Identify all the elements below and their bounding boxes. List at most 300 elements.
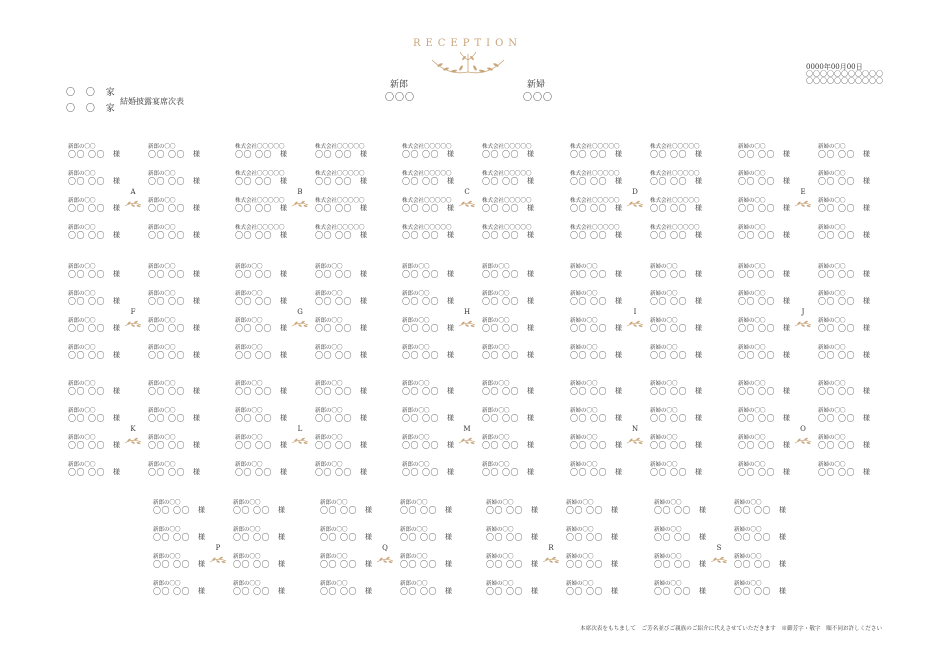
table-marker [620,188,650,218]
guest-relation: 新郎の〇〇 [315,381,343,387]
honorific: 様 [360,150,367,158]
honorific: 様 [193,204,200,212]
honorific: 様 [278,506,285,514]
guest-name: 〇〇 〇〇 [650,204,688,213]
venue-line: 〇〇〇〇〇〇〇〇〇〇〇 [806,77,883,85]
guest-entry [68,169,128,187]
table-marker [620,425,650,455]
guest-relation: 株式会社〇〇〇〇〇 [315,171,365,177]
guest-entry [315,316,375,334]
guest-entry [235,406,295,424]
guest-entry [402,379,462,397]
table-letter: B [297,188,303,196]
honorific: 様 [445,560,452,568]
honorific: 様 [193,441,200,449]
guest-entry [68,379,128,397]
guest-entry [570,406,630,424]
guest-entry [570,289,630,307]
guest-name: 〇〇 〇〇 [315,351,353,360]
honorific: 様 [779,506,786,514]
guest-relation: 新郎の〇〇 [153,500,181,506]
guest-relation: 新郎の〇〇 [235,318,263,324]
guest-name: 〇〇 〇〇 [650,414,688,423]
honorific: 様 [695,150,702,158]
guest-relation: 新郎の〇〇 [148,408,176,414]
honorific: 様 [445,533,452,541]
guest-entry [148,289,208,307]
honorific: 様 [280,351,287,359]
guest-name: 〇〇 〇〇 [738,297,776,306]
table-letter: J [801,308,805,316]
guest-name: 〇〇 〇〇 [486,560,524,569]
honorific: 様 [447,468,454,476]
guest-relation: 株式会社〇〇〇〇〇 [315,198,365,204]
guest-entry [650,343,710,361]
guest-relation: 新婦の〇〇 [570,435,598,441]
guest-name: 〇〇 〇〇 [482,414,520,423]
guest-relation: 新郎の〇〇 [482,381,510,387]
guest-relation: 新婦の〇〇 [818,435,846,441]
honorific: 様 [280,150,287,158]
honorific: 様 [695,468,702,476]
guest-entry [148,142,208,160]
guest-relation: 新婦の〇〇 [738,144,766,150]
guest-entry [233,498,293,516]
honorific: 様 [615,414,622,422]
guest-entry [148,223,208,241]
guest-entry [315,343,375,361]
honorific: 様 [447,297,454,305]
guest-relation: 新郎の〇〇 [153,527,181,533]
honorific: 様 [615,231,622,239]
guest-relation: 新郎の〇〇 [402,435,430,441]
honorific: 様 [863,150,870,158]
honorific: 様 [783,387,790,395]
guest-entry [315,406,375,424]
honorific: 様 [863,324,870,332]
table-marker [118,188,148,218]
leaf-sprig-icon [794,199,812,209]
honorific: 様 [783,441,790,449]
honorific: 様 [198,560,205,568]
honorific: 様 [360,387,367,395]
guest-name: 〇〇 〇〇 [233,560,271,569]
honorific: 様 [193,414,200,422]
guest-relation: 新婦の〇〇 [566,554,594,560]
guest-name: 〇〇 〇〇 [570,351,608,360]
guest-relation: 新郎の〇〇 [68,264,96,270]
guest-relation: 新郎の〇〇 [315,318,343,324]
table-letter: P [215,544,221,552]
guest-relation: 新婦の〇〇 [738,408,766,414]
guest-name: 〇〇 〇〇 [148,468,186,477]
guest-entry [315,169,375,187]
table-marker [118,425,148,455]
honorific: 様 [527,387,534,395]
table-letter: H [463,308,471,316]
guest-name: 〇〇 〇〇 [235,231,273,240]
guest-name: 〇〇 〇〇 [486,533,524,542]
guest-name: 〇〇 〇〇 [650,297,688,306]
guest-entry [315,223,375,241]
guest-entry [235,223,295,241]
guest-relation: 新婦の〇〇 [654,554,682,560]
guest-entry [650,169,710,187]
guest-relation: 新郎の〇〇 [402,318,430,324]
guest-name: 〇〇 〇〇 [738,414,776,423]
guest-entry [818,289,878,307]
guest-entry [235,379,295,397]
guest-relation: 株式会社〇〇〇〇〇 [482,225,532,231]
guest-relation: 新郎の〇〇 [148,462,176,468]
guest-relation: 株式会社〇〇〇〇〇 [650,171,700,177]
guest-entry [818,379,878,397]
reception-title: RECEPTION [412,38,523,49]
honorific: 様 [113,177,120,185]
guest-name: 〇〇 〇〇 [233,587,271,596]
honorific: 様 [615,351,622,359]
guest-relation: 新郎の〇〇 [68,291,96,297]
guest-relation: 新郎の〇〇 [68,225,96,231]
guest-entry [68,343,128,361]
guest-relation: 新郎の〇〇 [402,264,430,270]
guest-relation: 新郎の〇〇 [68,198,96,204]
guest-entry [650,406,710,424]
guest-relation: 株式会社〇〇〇〇〇 [402,144,452,150]
honorific: 様 [193,351,200,359]
guest-relation: 新婦の〇〇 [650,462,678,468]
guest-entry [482,460,542,478]
guest-relation: 新郎の〇〇 [402,291,430,297]
honorific: 様 [783,231,790,239]
leaf-sprig-icon [376,555,394,565]
honorific: 様 [113,150,120,158]
guest-name: 〇〇 〇〇 [818,297,856,306]
guest-name: 〇〇 〇〇 [235,324,273,333]
guest-name: 〇〇 〇〇 [68,297,106,306]
guest-entry [486,525,546,543]
guest-relation: 新郎の〇〇 [400,500,428,506]
guest-relation: 株式会社〇〇〇〇〇 [235,225,285,231]
table-marker [788,188,818,218]
honorific: 様 [699,587,706,595]
guest-relation: 新郎の〇〇 [235,264,263,270]
guest-entry [68,142,128,160]
honorific: 様 [695,441,702,449]
guest-relation: 新婦の〇〇 [738,198,766,204]
honorific: 様 [527,414,534,422]
guest-entry [482,169,542,187]
groom-name: 〇〇〇 [385,93,416,103]
honorific: 様 [360,351,367,359]
honorific: 様 [783,324,790,332]
guest-name: 〇〇 〇〇 [734,560,772,569]
honorific: 様 [699,506,706,514]
guest-relation: 株式会社〇〇〇〇〇 [235,171,285,177]
guest-entry [68,262,128,280]
guest-name: 〇〇 〇〇 [235,351,273,360]
guest-name: 〇〇 〇〇 [482,297,520,306]
honorific: 様 [611,560,618,568]
guest-entry [570,379,630,397]
guest-entry [738,223,798,241]
guest-entry [734,552,794,570]
guest-entry [566,498,626,516]
honorific: 様 [611,506,618,514]
guest-relation: 新婦の〇〇 [570,381,598,387]
guest-relation: 新婦の〇〇 [818,171,846,177]
guest-entry [235,289,295,307]
guest-name: 〇〇 〇〇 [818,414,856,423]
guest-name: 〇〇 〇〇 [148,387,186,396]
honorific: 様 [695,270,702,278]
guest-entry [68,460,128,478]
guest-relation: 新婦の〇〇 [734,527,762,533]
honorific: 様 [198,533,205,541]
honorific: 様 [447,270,454,278]
guest-name: 〇〇 〇〇 [315,414,353,423]
guest-name: 〇〇 〇〇 [68,468,106,477]
guest-name: 〇〇 〇〇 [482,270,520,279]
guest-relation: 新郎の〇〇 [482,462,510,468]
honorific: 様 [695,177,702,185]
guest-relation: 新婦の〇〇 [818,345,846,351]
guest-name: 〇〇 〇〇 [650,150,688,159]
honorific: 様 [615,297,622,305]
guest-entry [148,316,208,334]
honorific: 様 [779,560,786,568]
guest-name: 〇〇 〇〇 [570,297,608,306]
guest-name: 〇〇 〇〇 [570,468,608,477]
honorific: 様 [198,506,205,514]
guest-name: 〇〇 〇〇 [400,506,438,515]
guest-name: 〇〇 〇〇 [570,324,608,333]
guest-relation: 株式会社〇〇〇〇〇 [402,225,452,231]
guest-name: 〇〇 〇〇 [482,177,520,186]
honorific: 様 [447,204,454,212]
honorific: 様 [365,587,372,595]
guest-entry [315,379,375,397]
table-letter: D [632,188,638,196]
honorific: 様 [360,270,367,278]
guest-name: 〇〇 〇〇 [482,387,520,396]
guest-name: 〇〇 〇〇 [654,533,692,542]
table-letter: S [716,544,722,552]
guest-entry [734,525,794,543]
guest-entry [235,460,295,478]
guest-entry [482,289,542,307]
guest-entry [402,223,462,241]
honorific: 様 [113,441,120,449]
guest-name: 〇〇 〇〇 [153,560,191,569]
leaf-sprig-icon [626,436,644,446]
honorific: 様 [615,387,622,395]
guest-entry [400,579,460,597]
guest-name: 〇〇 〇〇 [738,387,776,396]
guest-relation: 新婦の〇〇 [570,408,598,414]
honorific: 様 [699,560,706,568]
table-letter: R [548,544,554,552]
guest-entry [818,196,878,214]
honorific: 様 [527,270,534,278]
guest-name: 〇〇 〇〇 [570,270,608,279]
honorific: 様 [280,414,287,422]
guest-relation: 株式会社〇〇〇〇〇 [402,198,452,204]
honorific: 様 [527,441,534,449]
guest-name: 〇〇 〇〇 [566,506,604,515]
guest-name: 〇〇 〇〇 [315,324,353,333]
honorific: 様 [280,231,287,239]
leaf-sprig-icon [626,199,644,209]
guest-name: 〇〇 〇〇 [400,533,438,542]
guest-relation: 新婦の〇〇 [818,225,846,231]
guest-name: 〇〇 〇〇 [402,387,440,396]
guest-name: 〇〇 〇〇 [402,468,440,477]
table-marker [370,544,400,574]
guest-entry [486,498,546,516]
guest-name: 〇〇 〇〇 [738,177,776,186]
guest-relation: 新婦の〇〇 [818,318,846,324]
guest-entry [650,316,710,334]
honorific: 様 [278,560,285,568]
guest-relation: 新郎の〇〇 [148,435,176,441]
guest-relation: 株式会社〇〇〇〇〇 [402,171,452,177]
guest-name: 〇〇 〇〇 [482,324,520,333]
honorific: 様 [695,387,702,395]
guest-entry [654,525,714,543]
guest-name: 〇〇 〇〇 [402,177,440,186]
guest-relation: 新郎の〇〇 [320,581,348,587]
table-letter: L [297,425,303,433]
guest-entry [233,579,293,597]
guest-relation: 新婦の〇〇 [570,318,598,324]
guest-entry [148,169,208,187]
guest-name: 〇〇 〇〇 [148,270,186,279]
leaf-sprig-icon [458,199,476,209]
guest-name: 〇〇 〇〇 [650,468,688,477]
guest-relation: 新婦の〇〇 [570,291,598,297]
table-letter: F [130,308,136,316]
guest-relation: 新婦の〇〇 [734,500,762,506]
table-letter: C [464,188,470,196]
guest-name: 〇〇 〇〇 [315,297,353,306]
leaf-sprig-icon [124,199,142,209]
honorific: 様 [783,270,790,278]
guest-name: 〇〇 〇〇 [570,414,608,423]
guest-name: 〇〇 〇〇 [402,351,440,360]
honorific: 様 [615,150,622,158]
guest-entry [818,223,878,241]
guest-name: 〇〇 〇〇 [148,150,186,159]
guest-relation: 新婦の〇〇 [486,500,514,506]
guest-relation: 新婦の〇〇 [738,345,766,351]
honorific: 様 [280,177,287,185]
guest-relation: 新婦の〇〇 [650,318,678,324]
honorific: 様 [863,231,870,239]
guest-name: 〇〇 〇〇 [402,270,440,279]
guest-entry [482,343,542,361]
guest-name: 〇〇 〇〇 [650,270,688,279]
honorific: 様 [783,177,790,185]
guest-entry [148,196,208,214]
guest-relation: 新婦の〇〇 [738,291,766,297]
guest-relation: 新婦の〇〇 [650,408,678,414]
guest-entry [315,433,375,451]
guest-name: 〇〇 〇〇 [68,441,106,450]
guest-name: 〇〇 〇〇 [570,231,608,240]
guest-relation: 新郎の〇〇 [153,554,181,560]
guest-relation: 新婦の〇〇 [818,462,846,468]
honorific: 様 [360,441,367,449]
guest-relation: 新郎の〇〇 [400,554,428,560]
guest-name: 〇〇 〇〇 [738,324,776,333]
guest-entry [738,379,798,397]
guest-entry [486,579,546,597]
guest-relation: 新郎の〇〇 [68,462,96,468]
leaf-sprig-icon [291,319,309,329]
guest-name: 〇〇 〇〇 [148,324,186,333]
guest-entry [818,433,878,451]
guest-name: 〇〇 〇〇 [68,351,106,360]
guest-name: 〇〇 〇〇 [482,351,520,360]
guest-name: 〇〇 〇〇 [734,506,772,515]
guest-name: 〇〇 〇〇 [153,533,191,542]
guest-entry [570,343,630,361]
guest-name: 〇〇 〇〇 [402,441,440,450]
guest-name: 〇〇 〇〇 [315,270,353,279]
honorific: 様 [193,270,200,278]
guest-name: 〇〇 〇〇 [818,324,856,333]
guest-relation: 新郎の〇〇 [315,435,343,441]
honorific: 様 [615,324,622,332]
guest-entry [570,460,630,478]
guest-name: 〇〇 〇〇 [654,587,692,596]
guest-relation: 株式会社〇〇〇〇〇 [650,225,700,231]
guest-relation: 新婦の〇〇 [654,500,682,506]
guest-name: 〇〇 〇〇 [818,468,856,477]
honorific: 様 [280,324,287,332]
leaf-sprig-icon [710,555,728,565]
guest-name: 〇〇 〇〇 [570,204,608,213]
guest-name: 〇〇 〇〇 [570,177,608,186]
guest-entry [402,142,462,160]
guest-entry [482,379,542,397]
guest-name: 〇〇 〇〇 [148,351,186,360]
honorific: 様 [447,387,454,395]
guest-name: 〇〇 〇〇 [315,387,353,396]
honorific: 様 [113,351,120,359]
guest-relation: 新郎の〇〇 [482,435,510,441]
guest-entry [402,460,462,478]
guest-relation: 新婦の〇〇 [650,435,678,441]
bride-label: 新婦 [527,80,546,90]
honorific: 様 [863,351,870,359]
honorific: 様 [278,587,285,595]
table-letter: M [463,425,471,433]
guest-name: 〇〇 〇〇 [320,506,358,515]
guest-relation: 新婦の〇〇 [570,345,598,351]
guest-name: 〇〇 〇〇 [68,204,106,213]
honorific: 様 [193,150,200,158]
honorific: 様 [365,560,372,568]
guest-relation: 新婦の〇〇 [818,198,846,204]
honorific: 様 [527,204,534,212]
guest-name: 〇〇 〇〇 [235,468,273,477]
guest-relation: 新郎の〇〇 [148,291,176,297]
guest-relation: 新郎の〇〇 [402,345,430,351]
guest-relation: 新郎の〇〇 [68,318,96,324]
guest-relation: 新郎の〇〇 [235,435,263,441]
